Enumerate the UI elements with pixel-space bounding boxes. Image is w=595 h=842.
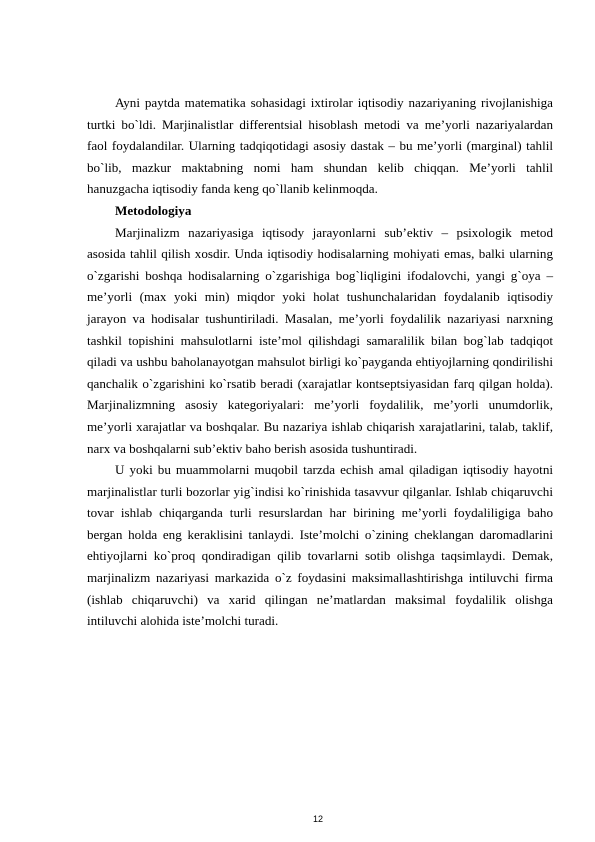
paragraph-intro: Ayni paytda matematika sohasidagi ixtirolar iqtisodiy nazariyaning rivojlanishiga turtki bo`ldi. Marjinalistlar differentsial hisoblash metodi va me’yorli nazariyalardan faol foydalandilar. Ularning tadqiqotidagi asosiy dastak – bu me’yorli (marginal) tahlil bo`lib, mazkur maktabning nomi ham shundan kelib chiqqan. Me’yorli tahlil hanuzgacha iqtisodiy fanda keng qo`llanib kelinmoqda. — [87, 95, 553, 197]
page-number: 12 — [312, 814, 323, 824]
paragraph-markets: U yoki bu muammolarni muqobil tarzda echish amal qiladigan iqtisodiy hayotni marjinalistlar turli bozorlar yig`indisi ko`rinishida tasavvur qilganlar. Ishlab chiqaruvchi tovar ishlab chiqarganda turli resurslardan har birining me’yorli foydaliligiga baho bergan holda eng keraklisini tanlaydi. Iste’molchi o`zining cheklangan daromadlarini ehtiyojlarni ko`proq qondiradigan qilib tovarlarni sotib olishga taqsimlaydi. Demak, marjinalizm nazariyasi markazida o`z foydasini maksimallashtirishga intiluvchi firma (ishlab chiqaruvchi) va xarid qilingan ne’matlardan maksimal foydalilik olishga intiluvchi alohida iste’molchi turadi. — [87, 462, 553, 629]
document-body — [87, 92, 553, 632]
section-heading-methodology: Metodologiya — [115, 202, 192, 218]
paragraph-methodology: Marjinalizm nazariyasiga iqtisody jarayonlarni sub’ektiv – psixologik metod asosida tahlil qilish xosdir. Unda iqtisodiy hodisalarning mohiyati emas, balki ularning o`zgarishi boshqa hodisalarning o`zgarishiga bog`liqligini ifodalovchi, yangi g`oya – me’yorli (max yoki min) miqdor yoki holat tushunchalaridan foydalanib iqtisodiy jarayon va hodisalar tushuntiriladi. Masalan, me’yorli foydalilik nazariyasi narxning tashkil topishini mahsulotlarni iste’mol qilishdagi samaralilik bilan bog`lab tadqiqot qiladi va ushbu baholanayotgan mahsulot birligi ko`payganda ehtiyojlarning qondirilishi qanchalik o`zgarishini ko`rsatib beradi (xarajatlar kontseptsiyasidan farq qilgan holda). Marjinalizmning asosiy kategoriyalari: me’yorli foydalilik, me’yorli unumdorlik, me’yorli xarajatlar va boshqalar. Bu nazariya ishlab chiqarish xarajatlarini, talab, taklif, narx va boshqalarni sub’ektiv baho berish asosida tushuntiradi. — [87, 224, 553, 456]
